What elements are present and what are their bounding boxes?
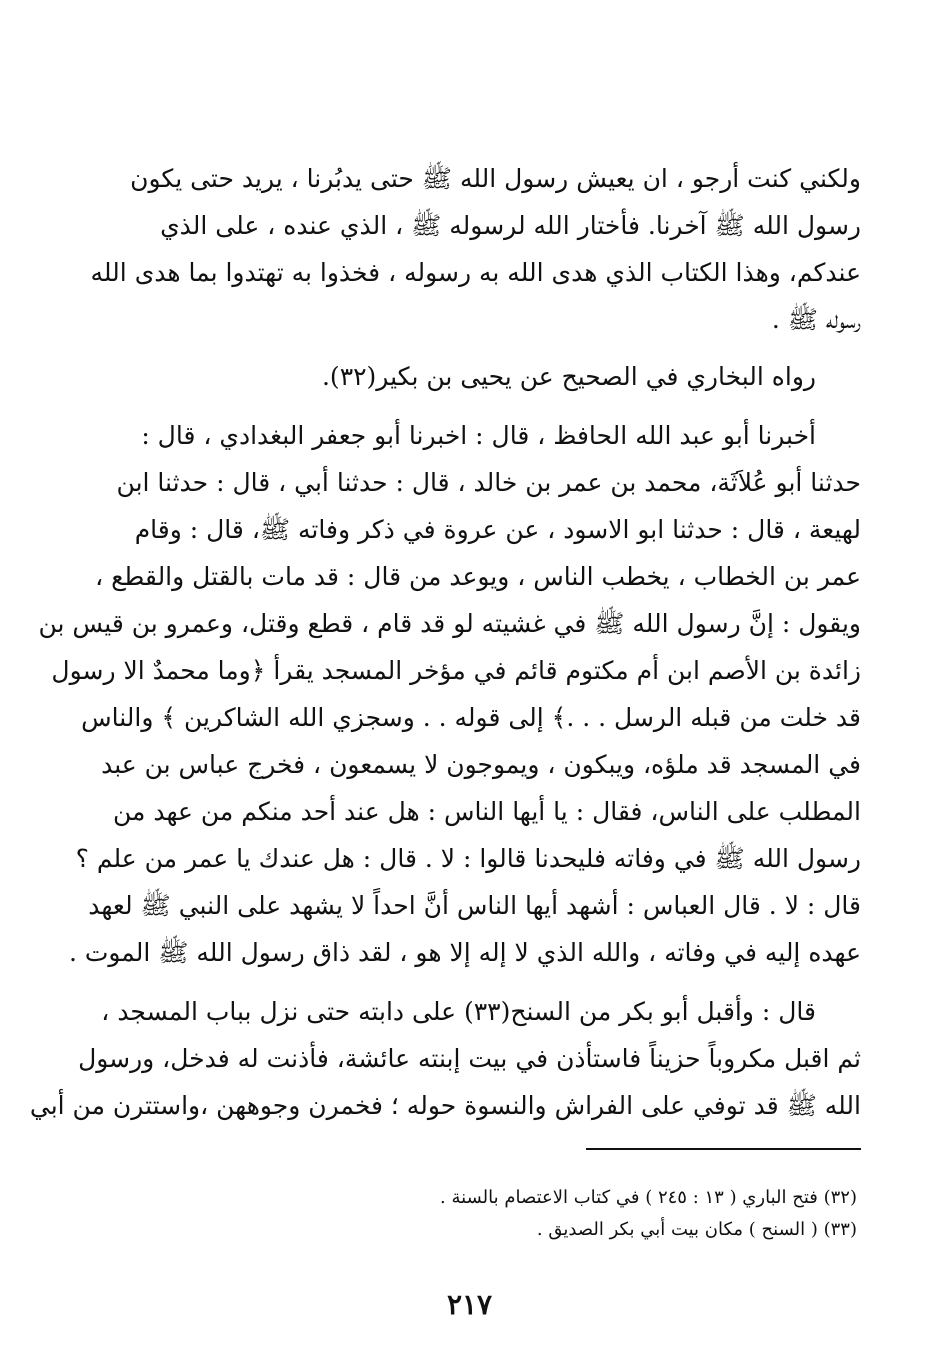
text-line: لهيعة ، قال : حدثنا ابو الاسود ، عن عروة في ذكر وفاته ﷺ، قال : وقام (134, 515, 861, 544)
text-line: رسوله ﷺ . (771, 305, 861, 334)
text-line: رسول الله ﷺ آخرنا. فأختار الله لرسوله ﷺ ، الذي عنده ، على الذي (160, 211, 861, 240)
footnotes (130, 1182, 857, 1246)
footnote-divider (586, 1148, 861, 1150)
text-line: رسول الله ﷺ في وفاته فليحدنا قالوا : لا . قال : هل عندك يا عمر من علم ؟ (75, 844, 861, 873)
text-line: الله ﷺ قد توفي على الفراش والنسوة حوله ؛ فخمرن وجوههن ،واستترن من أبي (29, 1091, 861, 1120)
text-line: ولكني كنت أرجو ، ان يعيش رسول الله ﷺ حتى يدبُرنا ، يريد حتى يكون (130, 164, 861, 193)
text-line: عمر بن الخطاب ، يخطب الناس ، ويوعد من قال : قد مات بالقتل والقطع ، (95, 562, 861, 591)
main-text (29, 155, 861, 1129)
text-line: عهده إليه في وفاته ، والله الذي لا إله إلا هو ، لقد ذاق رسول الله ﷺ الموت . (68, 938, 861, 967)
paragraph-1 (90, 155, 861, 343)
text-line: عندكم، وهذا الكتاب الذي هدى الله به رسوله ، فخذوا به تهتدوا بما هدى الله (90, 258, 861, 287)
page-number: ٢١٧ (446, 1288, 493, 1321)
text-line: قد خلت من قبله الرسل . . .﴾ إلى قوله . . وسجزي الله الشاكرين ﴾ والناس (81, 703, 861, 732)
paragraph-3 (38, 412, 861, 976)
text-line: رواه البخاري في الصحيح عن يحيى بن بكير(٣٢). (321, 362, 816, 391)
paragraph-4 (29, 988, 861, 1129)
text-line: ويقول : إنَّ رسول الله ﷺ في غشيته لو قد قام ، قطع وقتل، وعمرو بن قيس بن (38, 609, 861, 638)
footnote-33: (٣٣) ( السنح ) مكان بيت أبي بكر الصديق . (536, 1219, 857, 1240)
paragraph-2 (130, 353, 861, 400)
footnote-32: (٣٢) فتح الباري ( ١٣ : ٢٤٥ ) في كتاب الاعتصام بالسنة . (440, 1187, 857, 1208)
text-line: قال : لا . قال العباس : أشهد أيها الناس أنَّ احداً لا يشهد على النبي ﷺ لعهد (88, 891, 861, 920)
text-line: حدثنا أبو عُلاَثَة، محمد بن عمر بن خالد ، قال : حدثنا أبي ، قال : حدثنا ابن (116, 468, 861, 497)
text-line: في المسجد قد ملؤه، ويبكون ، ويموجون لا يسمعون ، فخرج عباس بن عبد (101, 750, 861, 779)
text-line: المطلب على الناس، فقال : يا أيها الناس : هل عند أحد منكم من عهد من (113, 797, 861, 826)
text-line: قال : وأقبل أبو بكر من السنح(٣٣) على دابته حتى نزل بباب المسجد ، (101, 997, 816, 1026)
text-line: زائدة بن الأصم ابن أم مكتوم قائم في مؤخر المسجد يقرأ ﴿وما محمدٌ الا رسول (51, 656, 861, 685)
text-line: أخبرنا أبو عبد الله الحافظ ، قال : اخبرنا أبو جعفر البغدادي ، قال : (141, 421, 816, 450)
text-line: ثم اقبل مكروباً حزيناً فاستأذن في بيت إبنته عائشة، فأذنت له فدخل، ورسول (78, 1044, 861, 1073)
